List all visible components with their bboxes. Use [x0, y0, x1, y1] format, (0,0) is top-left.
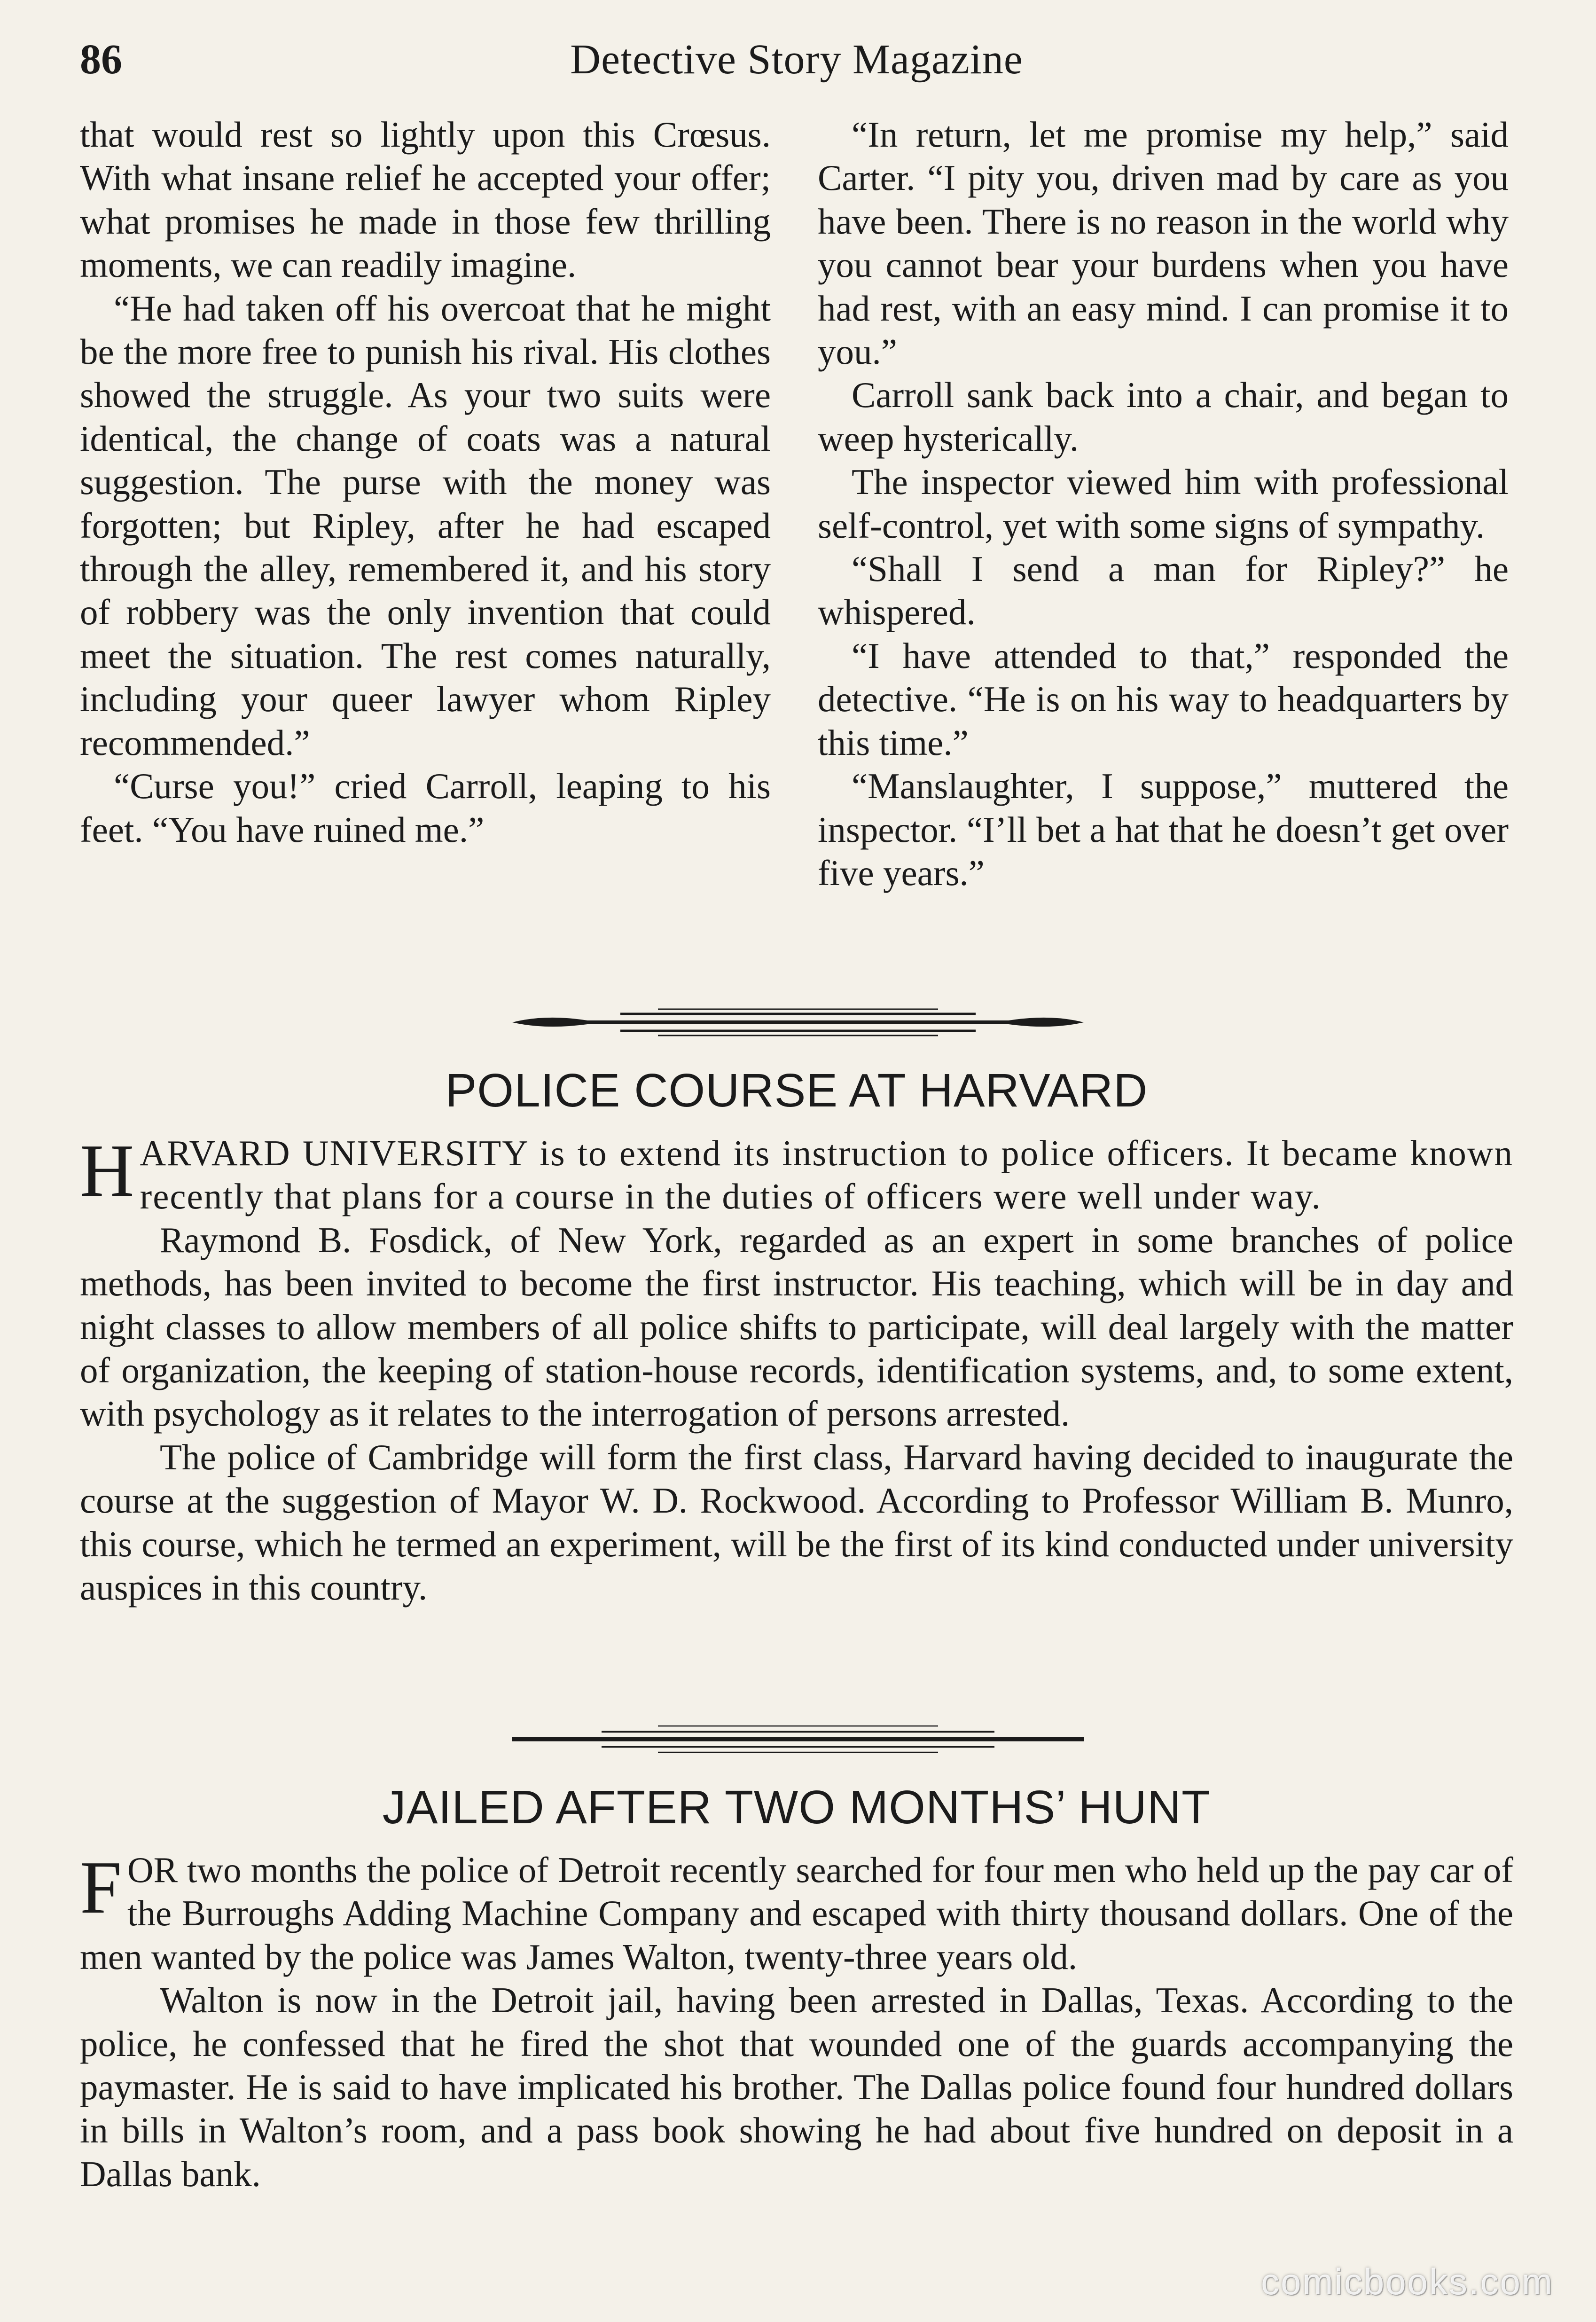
story-paragraph: “In return, let me promise my help,” said Carter. “I pity you, driven mad by care as you have been. There is no reason in the world why you cannot bear your burdens when you have had rest, with an easy mind. I can promise it to you.” [818, 114, 1509, 372]
page-number: 86 [80, 36, 122, 83]
article-headline: POLICE COURSE AT HARVARD [445, 1064, 1148, 1117]
right-column [818, 113, 1509, 894]
article-paragraph: Walton is now in the Detroit jail, having been arrested in Dallas, Texas. According to the police, he confessed that he fired the shot that wounded one of the guards accompanying the paymaster. He is said to have implicated his brother. The Dallas police found four hundred dollars in bills in Walton’s room, and a pass book showing he had about five hundred on deposit in a Dallas bank. [80, 1980, 1513, 2194]
running-head-title: Detective Story Magazine [570, 36, 1023, 83]
article-paragraph: Raymond B. Fosdick, of New York, regarded as an expert in some branches of police methods, has been invited to become the first instructor. His teaching, which will be in day and night classes to allow members of all police shifts to participate, will deal largely with the matter of organization, the keeping of station-house records, identification systems, and, to some extent, with psychology as it relates to the interrogation of persons arrested. [80, 1219, 1513, 1434]
drop-cap: F [80, 1845, 122, 1929]
article-lead-paragraph [80, 1845, 1513, 1978]
story-paragraph: “He had taken off his overcoat that he might be the more free to punish his rival. His clothes showed the struggle. As your two suits were identical, the change of coats was a natural suggestion. The purse with the money was forgotten; but Ripley, after he had escaped through the alley, remembered it, and his story of robbery was the only invention that could meet the situation. The rest comes naturally, including your queer lawyer whom Ripley recommended.” [80, 288, 771, 763]
article-police-course [80, 1060, 1513, 1609]
page-header [80, 29, 1513, 90]
section-divider-ornament [508, 1720, 1088, 1758]
drop-cap: H [80, 1129, 134, 1212]
story-paragraph: The inspector viewed him with professional self-control, yet with some signs of sympathy. [818, 462, 1509, 546]
story-paragraph: “Manslaughter, I suppose,” muttered the inspector. “I’ll bet a hat that he doesn’t get over five years.” [818, 766, 1509, 893]
story-paragraph: “Curse you!” cried Carroll, leaping to his feet. “You have ruined me.” [80, 766, 771, 850]
article-paragraph: The police of Cambridge will form the first class, Harvard having decided to inaugurate the course at the suggestion of Mayor W. D. Rockwood. According to Professor William B. Munro, this course, which he termed an experiment, will be the first of its kind conducted under university auspices in this country. [80, 1436, 1513, 1608]
article-headline: JAILED AFTER TWO MONTHS’ HUNT [382, 1781, 1211, 1834]
watermark-logo: comicbooks.com [1261, 2261, 1554, 2302]
story-paragraph: “Shall I send a man for Ripley?” he whispered. [818, 549, 1509, 633]
article-lead-paragraph [80, 1131, 1513, 1218]
lead-text: OR two months the police of Detroit recently searched for four men who held up the pay car of the Burroughs Adding Machine Company and escaped with thirty thousand dollars. One of the men wanted by the police was James Walton, twenty-three years old. [80, 1850, 1513, 1977]
article-jailed-hunt [80, 1777, 1513, 2196]
lead-text: ARVARD UNIVERSITY is to extend its instruction to police officers. It became known recently that plans for a course in the duties of officers were well under way. [140, 1133, 1513, 1217]
story-columns [80, 113, 1513, 1006]
section-divider-ornament [508, 1004, 1088, 1041]
story-paragraph: that would rest so lightly upon this Crœsus. With what insane relief he accepted your offer; what promises he made in those few thrilling moments, we can readily imagine. [80, 114, 771, 285]
left-column [80, 113, 771, 851]
story-paragraph: Carroll sank back into a chair, and began to weep hysterically. [818, 375, 1509, 459]
story-paragraph: “I have attended to that,” responded the detective. “He is on his way to headquarters by this time.” [818, 635, 1509, 763]
